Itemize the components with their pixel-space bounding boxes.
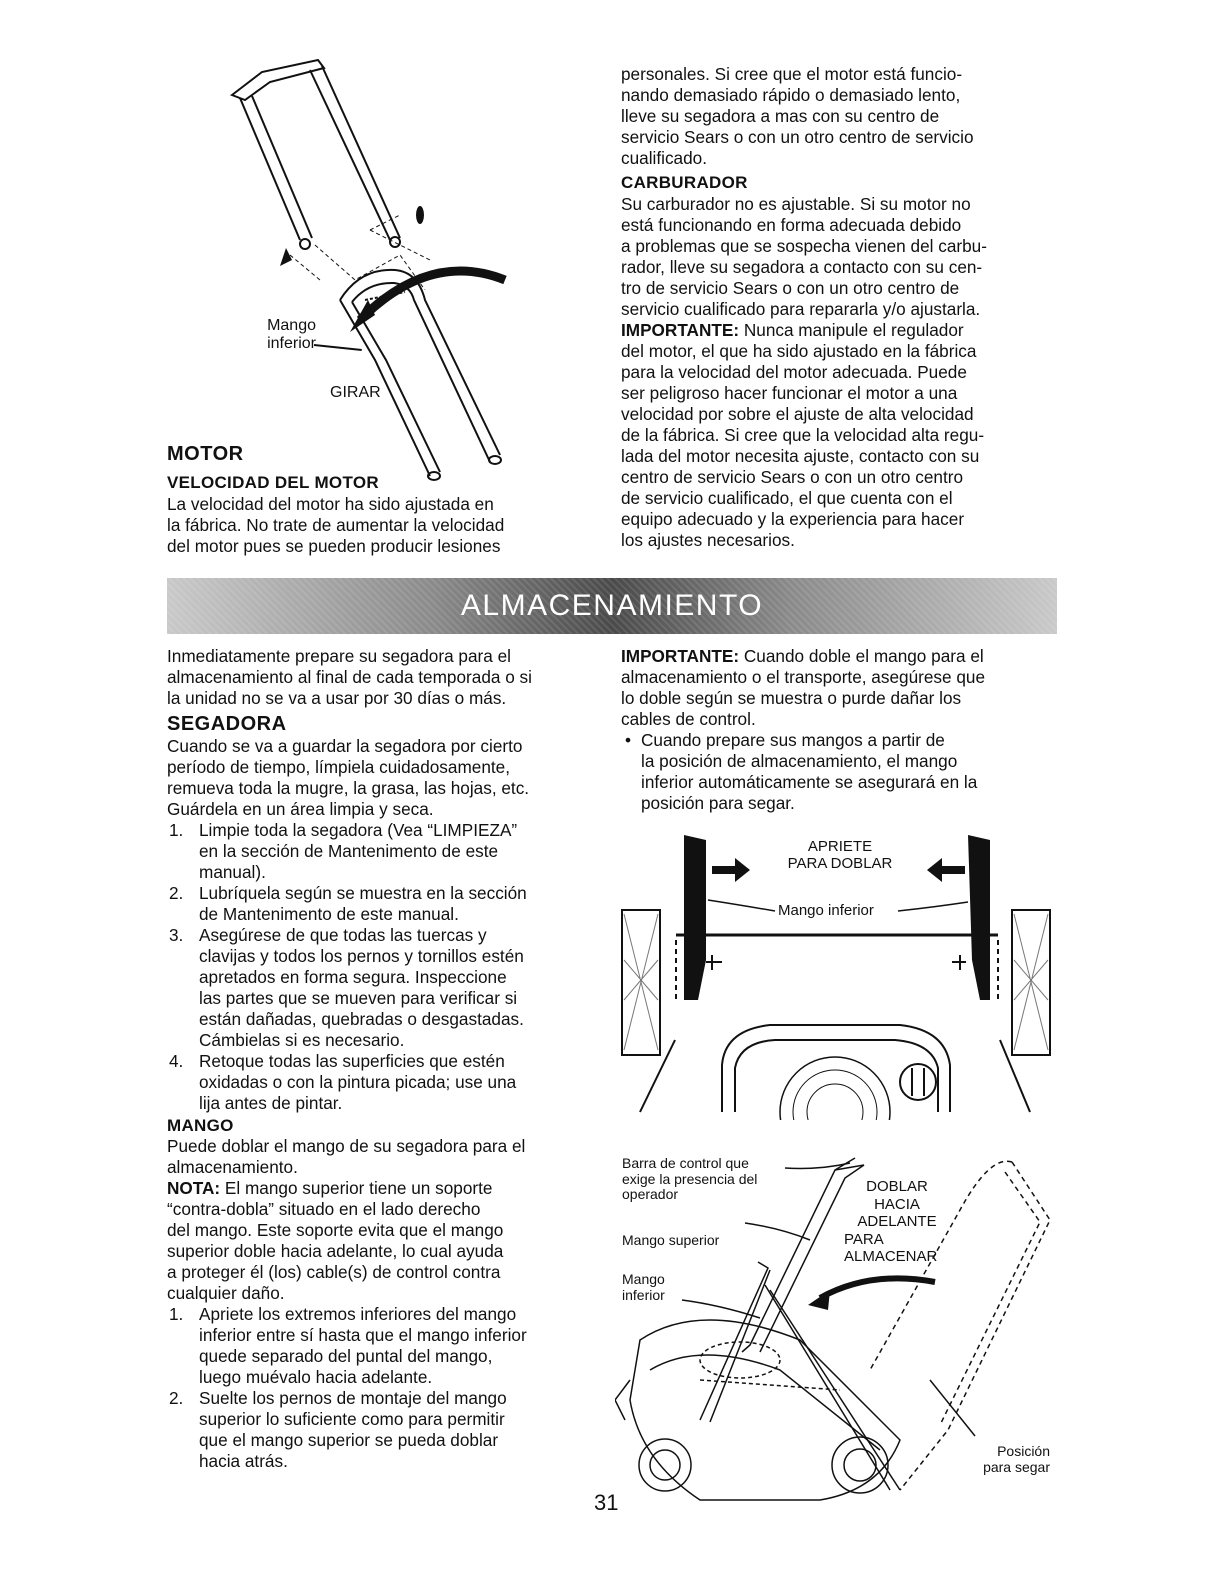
list-item: 2. Suelte los pernos de montaje del mango superior lo suficiente como para permitir que el mango superior se pueda doblar hacia atrás.	[169, 1388, 507, 1471]
fold-forward-diagram	[615, 1150, 1060, 1535]
importante-label-2: IMPORTANTE:	[621, 646, 740, 666]
figure-label-mango-inferior-side: Mango inferior	[622, 1271, 665, 1303]
figure-label-girar: GIRAR	[330, 384, 381, 401]
mango-paragraph: Puede doblar el mango de su segadora para el almacenamiento. NOTA: El mango superior tiene un soporte “contra-dobla” situado en el lado derecho del mango. Este soporte evita que el mango superior doble hacia adelante, lo cual ayuda a proteger él (los) cable(s) de control contra cualquier daño.	[167, 1136, 526, 1303]
segadora-heading: SEGADORA	[167, 713, 287, 735]
figure-label-mango-inferior-front: Mango inferior	[778, 902, 874, 919]
motor-continued-paragraph: personales. Si cree que el motor está funcio- nando demasiado rápido o demasiado lento, lleve su segadora a mas con su centro de servicio Sears o con un otro centro de servicio cualificado.	[621, 64, 974, 168]
intro-paragraph: Inmediatamente prepare su segadora para el almacenamiento al final de cada temporada o si la unidad no se va a usar por 30 días o más.	[167, 646, 532, 708]
figure-label-apriete: APRIETE PARA DOBLAR	[787, 838, 893, 872]
section-banner-title: ALMACENAMIENTO	[460, 589, 764, 622]
figure-label-barra-control: Barra de control que exige la presencia del operador	[622, 1155, 758, 1202]
figure-label-mango-superior: Mango superior	[622, 1232, 720, 1248]
section-banner	[167, 578, 1057, 634]
handle-rotation-diagram	[225, 55, 525, 290]
list-item: 2. Lubríquela según se muestra en la sección de Mantenimento de este manual.	[169, 883, 527, 924]
carburador-paragraph: Su carburador no es ajustable. Si su motor no está funcionando en forma adecuada debido a problemas que se sospecha vienen del carbu- rador, lleve su segadora a contacto con su cen- tro de servicio Sears o con un otro centro de servicio cualificado para repararla y/o ajustarla. IMPORTANTE: Nunca manipule el regulador del motor, el que ha sido ajustado en la fábrica para la velocidad del motor adecuada. Puede ser peligroso hacer funcionar el motor a una velocidad por sobre el ajuste de alta velocidad de la fábrica. Si cree que la velocidad alta regu- lada del motor necesita ajuste, contacto con su centro de servicio Sears o con un otro centro de servicio cualificado, el que cuenta con el equipo adecuado y la experiencia para hacer los ajustes necesarios.	[621, 194, 987, 550]
figure-label-doblar: DOBLAR HACIA ADELANTE PARA ALMACENAR	[844, 1178, 938, 1265]
list-item: 1. Apriete los extremos inferiores del mango inferior entre sí hasta que el mango inferior quede separado del puntal del mango, luego muévalo hacia adelante.	[169, 1304, 527, 1387]
list-item: • Cuando prepare sus mangos a partir de la posición de almacenamiento, el mango inferior automáticamente se asegurará en la posición para segar.	[621, 730, 1051, 814]
right-column-text: IMPORTANTE: Cuando doble el mango para el almacenamiento o el transporte, asegúrese que lo doble según se muestra o purde dañar los cables de control. • Cuando prepare sus mangos a partir de la posición de almacenamiento, el mango inferior automáticamente se asegurará en la posición para segar.	[621, 646, 1051, 814]
bullet-list	[621, 730, 1051, 814]
nota-label: NOTA:	[167, 1178, 221, 1198]
mango-steps	[167, 1304, 592, 1472]
motor-heading: MOTOR	[167, 443, 244, 465]
list-item: 3. Asegúrese de que todas las tuercas y clavijas y todos los pernos y tornillos estén apretados en forma segura. Inspeccione las partes que se mueven para verificar si están dañadas, quebradas o desgastadas. Cámbielas si es necesario.	[169, 925, 524, 1050]
left-column	[167, 646, 592, 1472]
figure-label-posicion: Posición para segar	[983, 1443, 1050, 1475]
carburador-heading: CARBURADOR	[621, 173, 748, 192]
velocidad-paragraph: La velocidad del motor ha sido ajustada en la fábrica. No trate de aumentar la velocidad del motor pues se pueden producir lesiones	[167, 494, 505, 556]
segadora-steps	[167, 820, 592, 1114]
figure-label-mango-inferior: Mango inferior	[267, 317, 316, 352]
list-item: 1. Limpie toda la segadora (Vea “LIMPIEZA” en la sección de Mantenimento de este manual).	[169, 820, 518, 882]
importante-label: IMPORTANTE:	[621, 320, 740, 340]
mango-heading: MANGO	[167, 1116, 234, 1135]
list-item: 4. Retoque todas las superficies que estén oxidadas o con la pintura picada; use una lija antes de pintar.	[169, 1051, 517, 1113]
page-number: 31	[594, 1490, 619, 1515]
segadora-paragraph: Cuando se va a guardar la segadora por cierto período de tiempo, límpiela cuidadosamente, remueva toda la mugre, la grasa, las hojas, etc. Guárdela en un área limpia y seca.	[167, 736, 530, 819]
velocidad-heading: VELOCIDAD DEL MOTOR	[167, 473, 379, 492]
